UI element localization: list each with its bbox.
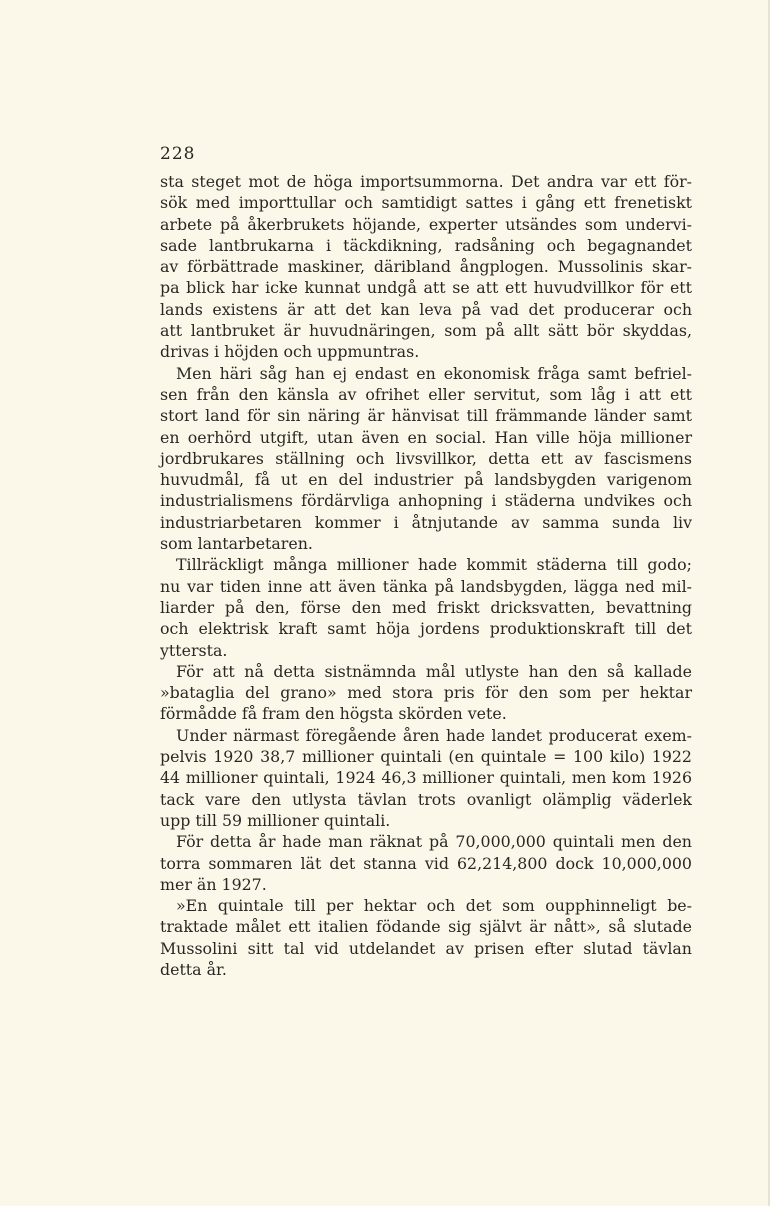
text-line: pelvis 1920 38,7 millioner quintali (en quintale = 100 kilo) 1922 [160, 747, 692, 767]
text-line: torra sommaren lät det stanna vid 62,214,800 dock 10,000,000 [160, 853, 692, 873]
text-line: pa blick har icke kunnat undgå att se att ett huvudvillkor för ett [160, 278, 692, 298]
text-line: sade lantbrukarna i täckdikning, radsåning och begagnandet [160, 235, 692, 255]
text-line: liarder på den, förse den med friskt dricksvatten, bevattning [160, 597, 692, 617]
text-line: »En quintale till per hektar och det som oupphinneligt be- [176, 896, 692, 916]
text-line: sta steget mot de höga importsummorna. Det andra var ett för- [160, 172, 692, 191]
text-line: och elektrisk kraft samt höja jordens produktionskraft till det [160, 619, 692, 639]
text-line: upp till 59 millioner quintali. [160, 810, 391, 830]
text-line: drivas i höjden och uppmuntras. [160, 342, 420, 362]
text-line: industrialismens fördärvliga anhopning i städerna undvikes och [160, 491, 692, 511]
text-line: stort land för sin näring är hänvisat till främmande länder samt [160, 406, 692, 426]
page-number: 228 [160, 144, 196, 164]
text-line: sen från den känsla av ofrihet eller servitut, som låg i att ett [160, 384, 692, 404]
text-line: arbete på åkerbrukets höjande, experter utsändes som undervi- [160, 214, 692, 234]
text-line: Men häri såg han ej endast en ekonomisk fråga samt befriel- [176, 363, 692, 383]
text-line: yttersta. [160, 640, 228, 660]
text-line: »bataglia del grano» med stora pris för den som per hektar [160, 683, 692, 703]
text-line: huvudmål, få ut en del industrier på landsbygden varigenom [160, 470, 692, 490]
text-line: nu var tiden inne att även tänka på landsbygden, lägga ned mil- [160, 576, 692, 596]
text-line: tack vare den utlysta tävlan trots ovanligt olämplig väderlek [160, 789, 692, 809]
text-line: Tillräckligt många millioner hade kommit städerna till godo; [176, 555, 692, 575]
text-line: traktade målet ett italien födande sig självt är nått», så slutade [160, 917, 692, 937]
text-line: att lantbruket är huvudnäringen, som på allt sätt bör skyddas, [160, 321, 692, 341]
text-line: industriarbetaren kommer i åtnjutande av samma sunda liv [160, 512, 692, 532]
text-line: Mussolini sitt tal vid utdelandet av prisen efter slutad tävlan [160, 938, 692, 958]
text-line: av förbättrade maskiner, däribland ångplogen. Mussolinis skar- [160, 257, 692, 277]
text-line: som lantarbetaren. [160, 534, 313, 554]
text-line: Under närmast föregående åren hade landet producerat exem- [176, 725, 692, 745]
text-line: 44 millioner quintali, 1924 46,3 millioner quintali, men kom 1926 [160, 768, 692, 788]
text-line: jordbrukares ställning och livsvillkor, detta ett av fascismens [160, 448, 692, 468]
text-line: sök med importtullar och samtidigt sattes i gång ett frenetiskt [160, 193, 692, 213]
text-line: detta år. [160, 959, 227, 979]
body-text [160, 171, 692, 980]
text-line: För detta år hade man räknat på 70,000,000 quintali men den [176, 832, 692, 852]
text-line: lands existens är att det kan leva på vad det producerar och [160, 299, 692, 319]
text-line: en oerhörd utgift, utan även en social. Han ville höja millioner [160, 427, 692, 447]
text-line: mer än 1927. [160, 874, 267, 894]
text-line: För att nå detta sistnämnda mål utlyste han den så kallade [176, 661, 692, 681]
text-line: förmådde få fram den högsta skörden vete. [160, 704, 507, 724]
